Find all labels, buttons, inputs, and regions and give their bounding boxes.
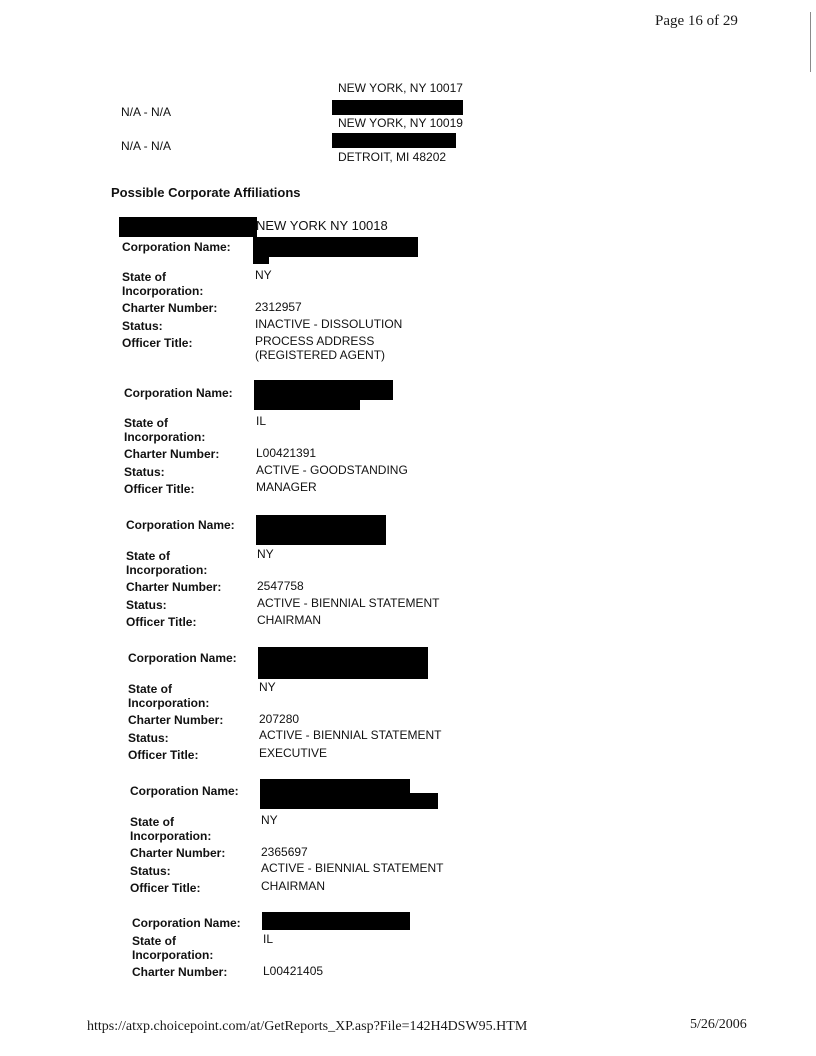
section-title: Possible Corporate Affiliations [111,185,301,200]
redaction-bar [253,237,418,257]
address-line: NEW YORK, NY 10019 [338,116,463,130]
state-of-label: State of [132,934,177,948]
status-label: Status: [126,598,167,612]
state-of-label: State of [122,270,167,284]
officer-title-value: CHAIRMAN [261,879,326,893]
state-of-label: State of [130,815,175,829]
redaction-bar [332,133,456,148]
status-label: Status: [128,731,169,745]
charter-number-label: Charter Number: [126,580,222,594]
status-label: Status: [124,465,165,479]
redaction-bar [260,779,410,809]
corporation-name-label: Corporation Name: [124,386,233,400]
corporation-name-label: Corporation Name: [126,518,235,532]
officer-title-label: Officer Title: [128,748,199,762]
footer-date: 5/26/2006 [690,1017,747,1032]
status-label: Status: [122,319,163,333]
redaction-bar [253,255,269,264]
redaction-bar [410,793,438,809]
charter-number-label: Charter Number: [128,713,224,727]
officer-title-label: Officer Title: [126,615,197,629]
corp-block-address: NEW YORK NY 10018 [256,218,388,233]
state-of-label: State of [126,549,171,563]
redaction-bar [262,912,410,930]
status-value: ACTIVE - GOODSTANDING [256,463,408,477]
incorporation-label: Incorporation: [122,284,204,298]
incorporation-label: Incorporation: [126,563,208,577]
officer-title-label: Officer Title: [124,482,195,496]
officer-title-value: EXECUTIVE [259,746,328,760]
redaction-bar [332,100,463,115]
incorporation-label: Incorporation: [128,696,210,710]
officer-title-label: Officer Title: [122,336,193,350]
officer-title-label: Officer Title: [130,881,201,895]
incorporation-label: Incorporation: [130,829,212,843]
status-value: ACTIVE - BIENNIAL STATEMENT [259,728,442,742]
redaction-bar [254,398,360,410]
state-value: NY [259,680,276,694]
state-value: NY [255,268,272,282]
corporation-name-label: Corporation Name: [132,916,241,930]
redaction-bar [119,217,257,237]
address-line: DETROIT, MI 48202 [338,150,447,164]
state-of-label: State of [124,416,169,430]
charter-number-value: L00421391 [256,446,317,460]
corporation-name-label: Corporation Name: [128,651,237,665]
state-value: IL [263,932,274,946]
charter-number-value: L00421405 [263,964,324,978]
redaction-bar [256,515,386,545]
address-name: N/A - N/A [121,105,172,119]
charter-number-value: 207280 [259,712,300,726]
status-value: INACTIVE - DISSOLUTION [255,317,403,331]
charter-number-value: 2365697 [261,845,308,859]
address-name: N/A - N/A [121,139,172,153]
state-value: NY [257,547,274,561]
redaction-bar [254,380,393,400]
status-label: Status: [130,864,171,878]
officer-title-value: CHAIRMAN [257,613,322,627]
status-value: ACTIVE - BIENNIAL STATEMENT [257,596,440,610]
state-value: NY [261,813,278,827]
officer-title-value: PROCESS ADDRESS (REGISTERED AGENT) [255,334,386,362]
charter-number-label: Charter Number: [132,965,228,979]
incorporation-label: Incorporation: [132,948,214,962]
page-number: Page 16 of 29 [655,13,738,29]
state-value: IL [256,414,267,428]
redaction-bar [258,647,428,679]
charter-number-label: Charter Number: [122,301,218,315]
incorporation-label: Incorporation: [124,430,206,444]
charter-number-value: 2547758 [257,579,304,593]
status-value: ACTIVE - BIENNIAL STATEMENT [261,861,444,875]
officer-title-value: MANAGER [256,480,317,494]
footer-url: https://atxp.choicepoint.com/at/GetReports_XP.asp?File=142H4DSW95.HTM [87,1019,528,1034]
address-line: NEW YORK, NY 10017 [338,81,463,95]
state-of-label: State of [128,682,173,696]
charter-number-label: Charter Number: [124,447,220,461]
charter-number-value: 2312957 [255,300,302,314]
page-edge-line [810,12,811,72]
charter-number-label: Charter Number: [130,846,226,860]
corporation-name-label: Corporation Name: [122,240,231,254]
corporation-name-label: Corporation Name: [130,784,239,798]
